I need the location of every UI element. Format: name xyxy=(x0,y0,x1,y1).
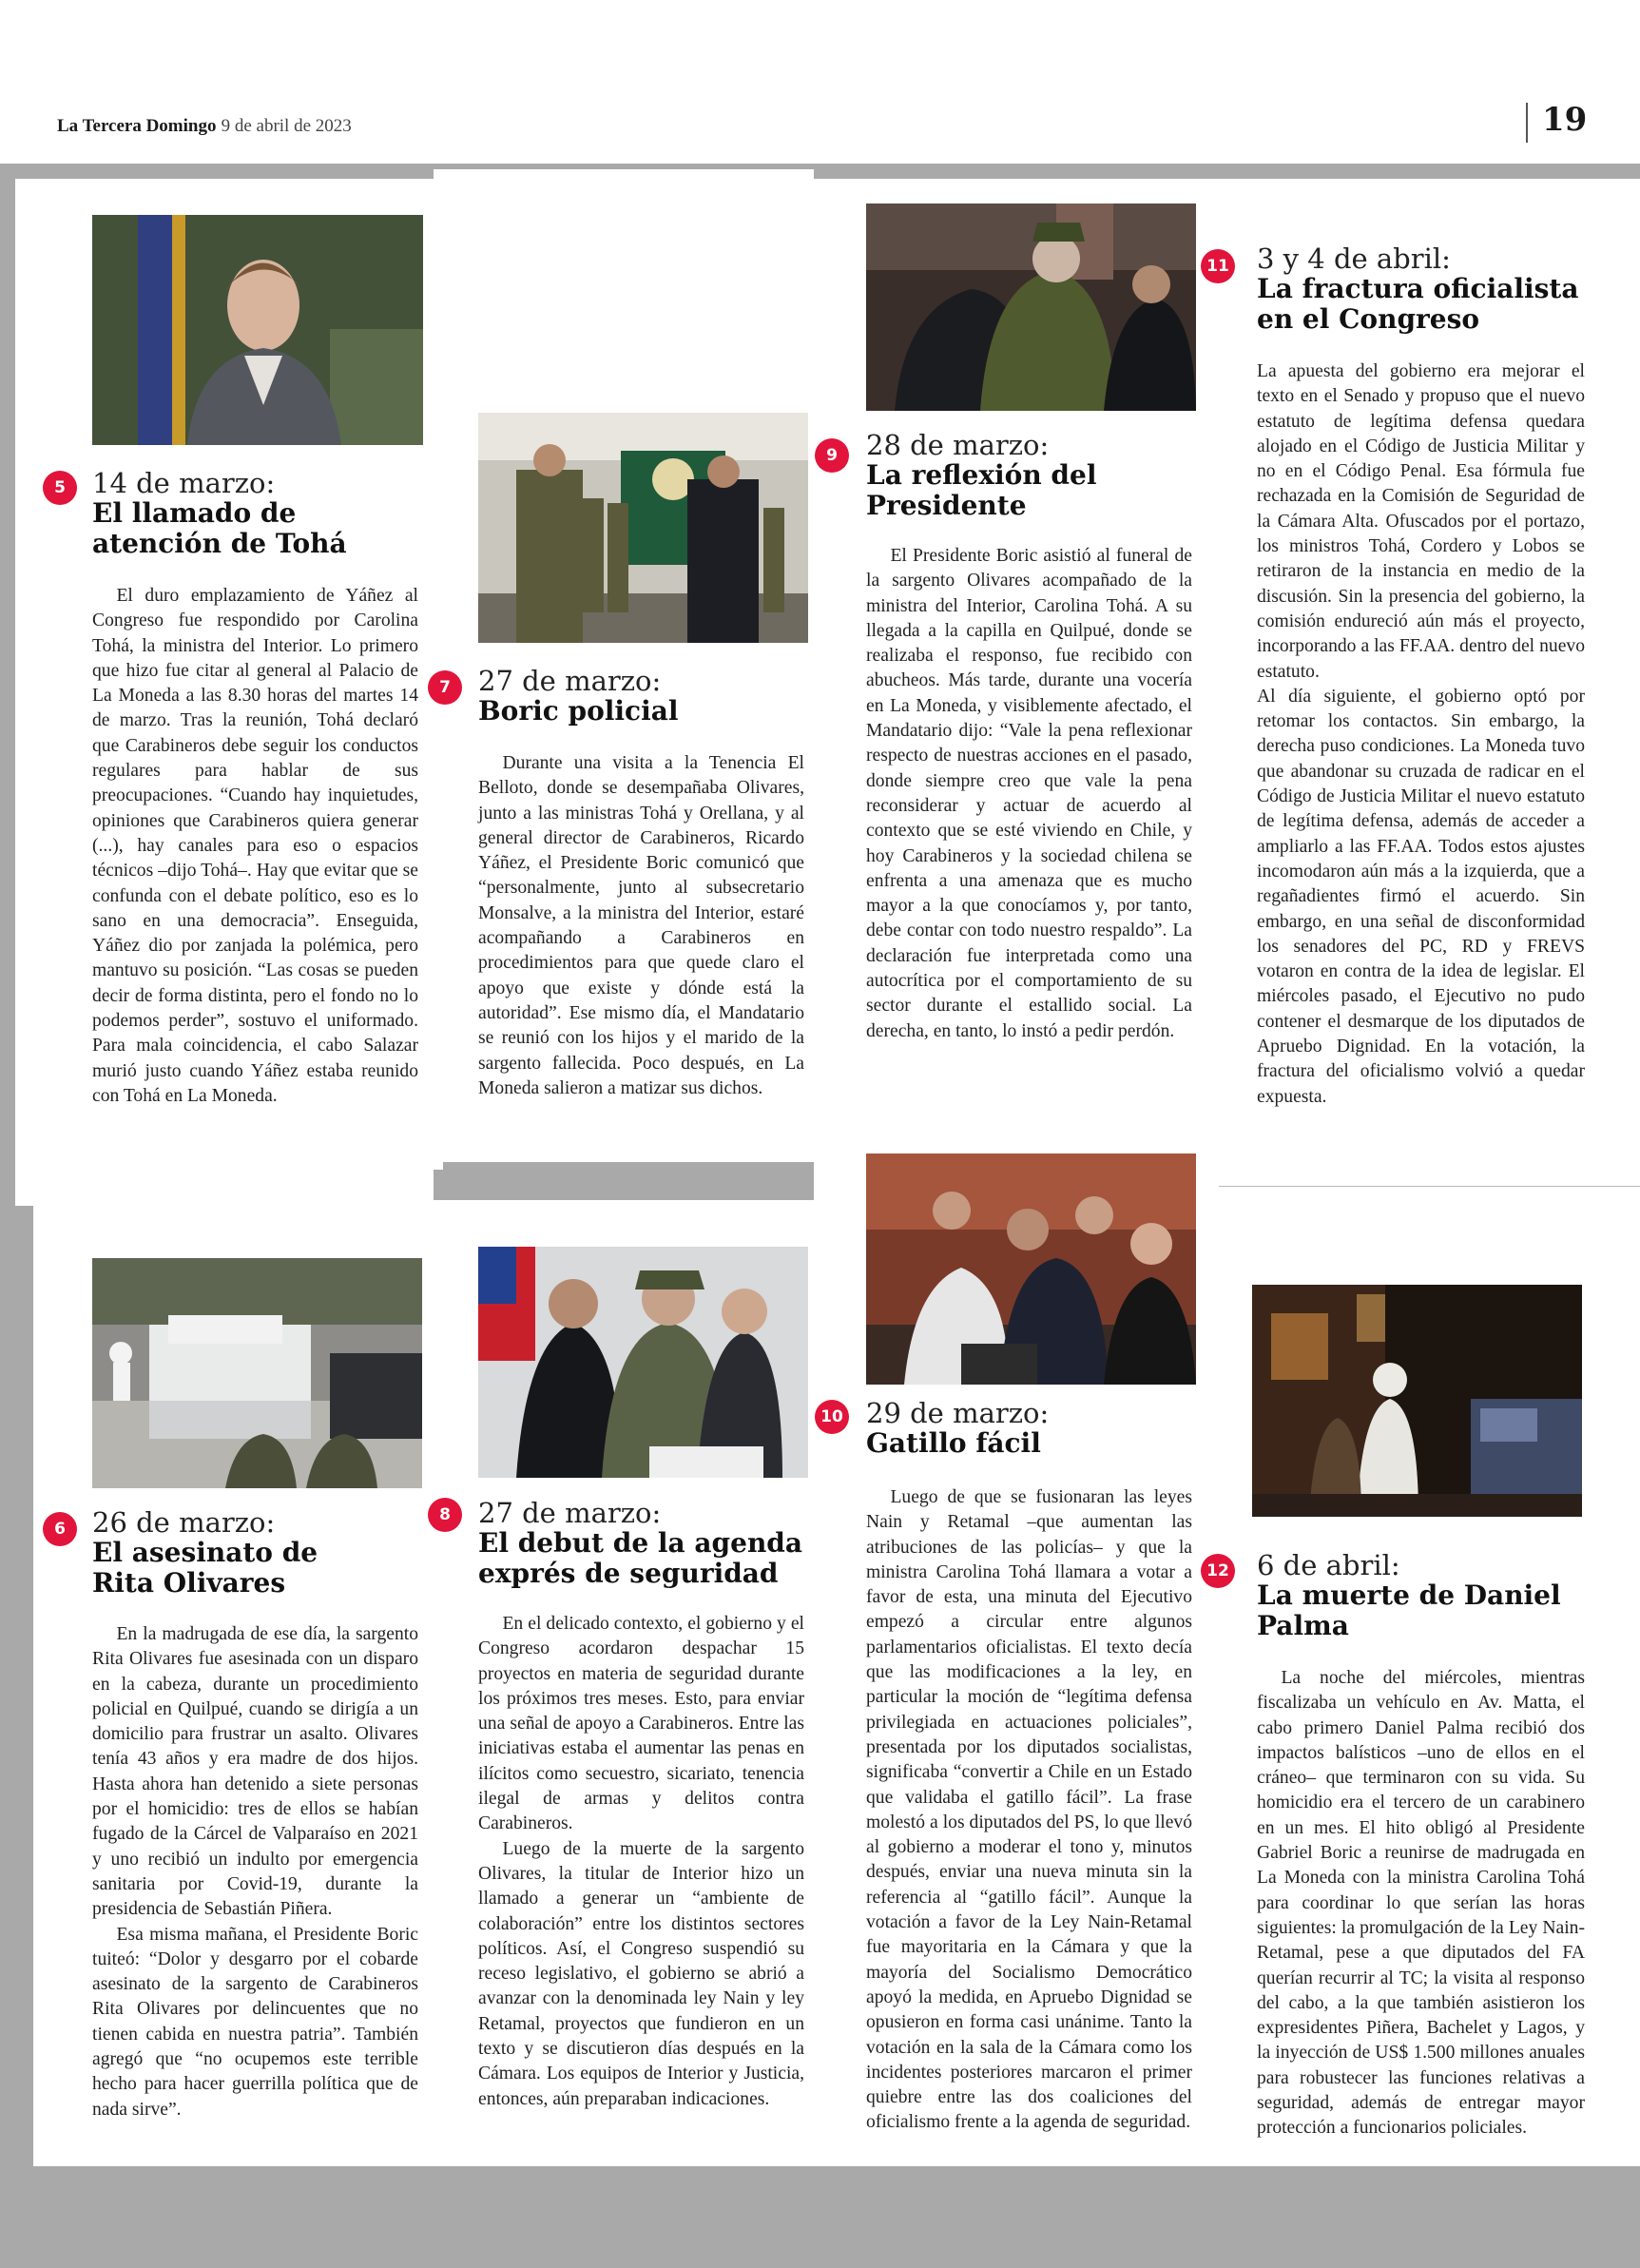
item-title: La muerte de Daniel Palma xyxy=(1257,1580,1561,1641)
item-date: 6 de abril: xyxy=(1257,1549,1400,1581)
item-title: El debut de la agenda exprés de seguridad xyxy=(478,1527,803,1589)
header-divider xyxy=(1526,103,1528,143)
item-paragraph: Luego de la muerte de la sargento Olivares, la titular de Interior hizo un llamado a generar un “ambiente de colaboración” entre los distintos sectores políticos. Así, el Congreso suspendió su receso legislativo, el gobierno se abrió a avanzar con la denominada ley Nain y ley Retamal, proyectos que fundieron en un texto y se discutieron días después en la Cámara. Los equipos de Interior y Justicia, entonces, aún preparaban indicaciones. xyxy=(478,1838,804,2109)
item-date: 28 de marzo: xyxy=(866,429,1050,461)
item-title: La reflexión del Presidente xyxy=(866,459,1097,521)
item-title: La fractura oficialista en el Congreso xyxy=(1257,273,1579,335)
item-paragraph: El duro emplazamiento de Yáñez al Congreso fue respondido por Carolina Tohá, la ministra del Interior. Lo primero que hizo fue citar al general al Palacio de La Moneda a las 8.30 horas del martes 14 de marzo. Tras la reunión, Tohá declaró que Carabineros debe seguir los conductos regulares para hablar de sus preocupaciones. “Cuando hay inquietudes, opiniones que Carabineros quiera generar (...), hay canales para eso o espacios técnicos –dijo Tohá–. Hay que evitar que se confunda con el debate político, eso es lo sano en una democracia”. Enseguida, Yáñez dio por zanjada la polémica, pero mantuvo su posición. “Las cosas se pueden decir de forma distinta, pero el fondo no lo podemos perder”, sostuvo el uniformado. Para mala coincidencia, el cabo Salazar murió justo cuando Yáñez estaba reunido con Tohá en La Moneda. xyxy=(92,586,418,1106)
funeral-embrace-photo xyxy=(866,204,1196,411)
item-number-badge: 6 xyxy=(43,1512,77,1546)
item-paragraph: El Presidente Boric asistió al funeral de la sargento Olivares acompañado de la ministra del Interior, Carolina Tohá. A su llegada a la capilla en Quilpué, donde se realizaba el responso, fue recibido con abucheos. Más tarde, durante una vocería en La Moneda, y visiblemente afectado, el Mandatario dijo: “Vale la pena reflexionar respecto de nuestras acciones en el pasado, donde siempre creo que vale la pena reconsiderar y actuar de acuerdo al contexto que se esté viviendo en Chile, y hoy Carabineros y la sociedad chilena se enfrenta a una amenaza que es mucho mayor a la que conocíamos y, por tanto, debe contar con todo nuestro respaldo”. La declaración fue interpretada como una autocrítica por el comportamiento de su sector durante el estallido social. La derecha, en tanto, lo instó a pedir perdón. xyxy=(866,546,1192,1041)
item-title: El asesinato de Rita Olivares xyxy=(92,1537,318,1599)
item-date: 27 de marzo: xyxy=(478,1497,662,1529)
item-paragraph: La apuesta del gobierno era mejorar el texto en el Senado y propuso que el nuevo estatuto de legítima defensa quedara alojado en el Código de Justicia Militar y no en el Código Penal. Esa fórmula fue rechazada en la Comisión de Seguridad de la Cámara Alta. Ofuscados por el portazo, los ministros Tohá, Cordero y Lobos se retiraron de la instancia en medio de la discusión. Sin la presencia del gobierno, la comisión endureció aún más el proyecto, incorporando a las FF.AA. dentro del nuevo estatuto. xyxy=(1257,361,1585,682)
night-crime-scene-photo xyxy=(1252,1285,1582,1517)
crime-scene-photo xyxy=(92,1258,422,1488)
page-strip-top xyxy=(0,0,1640,164)
item-date: 29 de marzo: xyxy=(866,1397,1050,1429)
item-paragraph: En el delicado contexto, el gobierno y el Congreso acordaron despachar 15 proyectos en materia de seguridad durante los próximos tres meses. Esto, para enviar una señal de apoyo a Carabineros. Entre las iniciativas estaba el aumentar las penas en ilícitos como secuestro, sicariato, tenencia ilegal de armas y delitos contra Carabineros. xyxy=(478,1614,804,1834)
item-number-badge: 8 xyxy=(428,1498,462,1532)
item-body xyxy=(92,1622,418,2123)
item-body xyxy=(866,1485,1192,2136)
item-body xyxy=(478,1612,804,2112)
item-number-badge: 10 xyxy=(815,1400,849,1434)
item-body xyxy=(1257,359,1585,1110)
section-divider xyxy=(1219,1186,1640,1187)
item-title: Gatillo fácil xyxy=(866,1427,1041,1459)
item-title: El llamado de atención de Tohá xyxy=(92,497,347,559)
item-paragraph: Durante una visita a la Tenencia El Belloto, donde se desempañaba Olivares, junto a las ministras Tohá y Orellana, y al general director de Carabineros, Ricardo Yáñez, el Presidente Boric comunicó que “personalmente, junto al subsecretario Monsalve, a la ministra del Interior, estaré acompañando a Carabineros en procedimientos para que quede claro el apoyo que existe y dónde está la autoridad”. Ese mismo día, el Mandatario se reunió con los hijos y el marido de la sargento fallecida. Poco después, en La Moneda salieron a matizar sus dichos. xyxy=(478,753,804,1098)
item-number-badge: 11 xyxy=(1201,249,1235,283)
background-gray xyxy=(434,1162,814,1200)
item-paragraph: Luego de que se fusionaran las leyes Nain y Retamal –que aumentan las atribuciones de las policías– y que la ministra Carolina Tohá llamara a votar a favor de esta, una minuta del Ejecutivo empezó a circular entre algunos parlamentarios oficialistas. El texto decía que las modificaciones a la ley, en particular la moción de “legítima defensa privilegiada en actuaciones policiales”, presentada por los diputados socialistas, significaba “convertir a Chile en un Estado que validaba el gatillo fácil”. La frase molestó a los diputados del PS, lo que llevó al gobierno a moderar el tono y, minutos después, enviar una nueva minuta sin la referencia al “gatillo fácil”. Aunque la votación a favor de la Ley Nain-Retamal fue mayoritaria en la Cámara y que la mayoría del Socialismo Democrático apoyó la medida, en Apruebo Dignidad se opusieron en forma casi unánime. Tanto la votación en la sala de la Cámara como los incidentes posteriores marcaron el primer quiebre entre las dos coaliciones del oficialismo frente a la agenda de seguridad. xyxy=(866,1487,1192,2133)
item-date: 26 de marzo: xyxy=(92,1506,276,1539)
publication-name: La Tercera Domingo xyxy=(57,116,217,136)
item-number-badge: 5 xyxy=(43,471,77,505)
general-and-ministers-photo xyxy=(478,1247,808,1478)
item-number-badge: 7 xyxy=(428,670,462,705)
item-paragraph: En la madrugada de ese día, la sargento Rita Olivares fue asesinada con un disparo en la cabeza, durante un procedimiento policial en Quilpué, cuando se dirigía a un domicilio para frustrar un asalto. Olivares tenía 43 años y era madre de dos hijos. Hasta ahora han detenido a siete personas por el homicidio: tres de ellos se habían fugado de la Cárcel de Valparaíso en 2021 y uno recibió un indulto por emergencia sanitaria por Covid-19, durante la presidencia de Sebastián Piñera. xyxy=(92,1624,418,1920)
background-gray xyxy=(0,179,15,1206)
woman-at-podium-photo xyxy=(92,215,423,445)
item-date: 14 de marzo: xyxy=(92,467,276,499)
officers-meeting-photo xyxy=(478,413,808,643)
item-date: 3 y 4 de abril: xyxy=(1257,242,1451,275)
page-number: 19 xyxy=(1542,101,1588,139)
page-header xyxy=(57,116,352,137)
item-paragraph: La noche del miércoles, mientras fiscalizaba un vehículo en Av. Matta, el cabo primero Daniel Palma recibió dos impactos balísticos –uno de ellos en el cráneo– que terminaron con su vida. Su homicidio era el tercero de un carabinero en un mes. El hito obligó al Presidente Gabriel Boric a reunirse de madrugada en La Moneda con la ministra Carolina Tohá para coordinar lo que serían las horas siguientes: la promulgación de la Ley Nain-Retamal, pese a que diputados del FA querían recurrir al TC; la visita al responso del cabo, a la que también asistieron los expresidentes Piñera, Bachelet y Lagos, y la inyección de US$ 1.500 millones anuales para robustecer las funciones relativas a seguridad, además de entregar mayor protección a funcionarios policiales. xyxy=(1257,1668,1585,2139)
item-body xyxy=(1257,1666,1585,2142)
background-gray xyxy=(0,2166,1640,2268)
congress-huddle-photo xyxy=(866,1153,1196,1385)
item-paragraph: Esa misma mañana, el Presidente Boric tuiteó: “Dolor y desgarro por el cobarde asesinato de la sargento de Carabineros Rita Olivares por delincuentes que no tienen cabida en nuestra patria”. También agregó que “no ocupemos este terrible hecho para hacer guerrilla política que de nada sirve”. xyxy=(92,1924,418,2120)
item-title: Boric policial xyxy=(478,695,679,727)
item-number-badge: 9 xyxy=(815,438,849,473)
item-date: 27 de marzo: xyxy=(478,665,662,697)
item-paragraph: Al día siguiente, el gobierno optó por retomar los contactos. Sin embargo, la derecha puso condiciones. La Moneda tuvo que abandonar su cruzada de radicar en el Código de Justicia Militar el nuevo estatuto de legítima defensa, además de acceder a ampliarlo a las FF.AA. Todos estos ajustes incomodaron aún más a la izquierda, que a regañadientes firmó el acuerdo. Sin embargo, en una señal de disconformidad los senadores del PC, RD y FREVS votaron en contra de la idea de legislar. El miércoles pasado, el Ejecutivo no pudo contener el desmarque de los diputados de Apruebo Dignidad. En la votación, la fractura del oficialismo volvió a quedar expuesta. xyxy=(1257,686,1585,1107)
publication-date: 9 de abril de 2023 xyxy=(221,116,352,136)
item-body xyxy=(478,751,804,1101)
item-body xyxy=(866,544,1192,1044)
background-gray xyxy=(0,1206,33,2166)
item-number-badge: 12 xyxy=(1201,1554,1235,1588)
item-body xyxy=(92,584,418,1109)
